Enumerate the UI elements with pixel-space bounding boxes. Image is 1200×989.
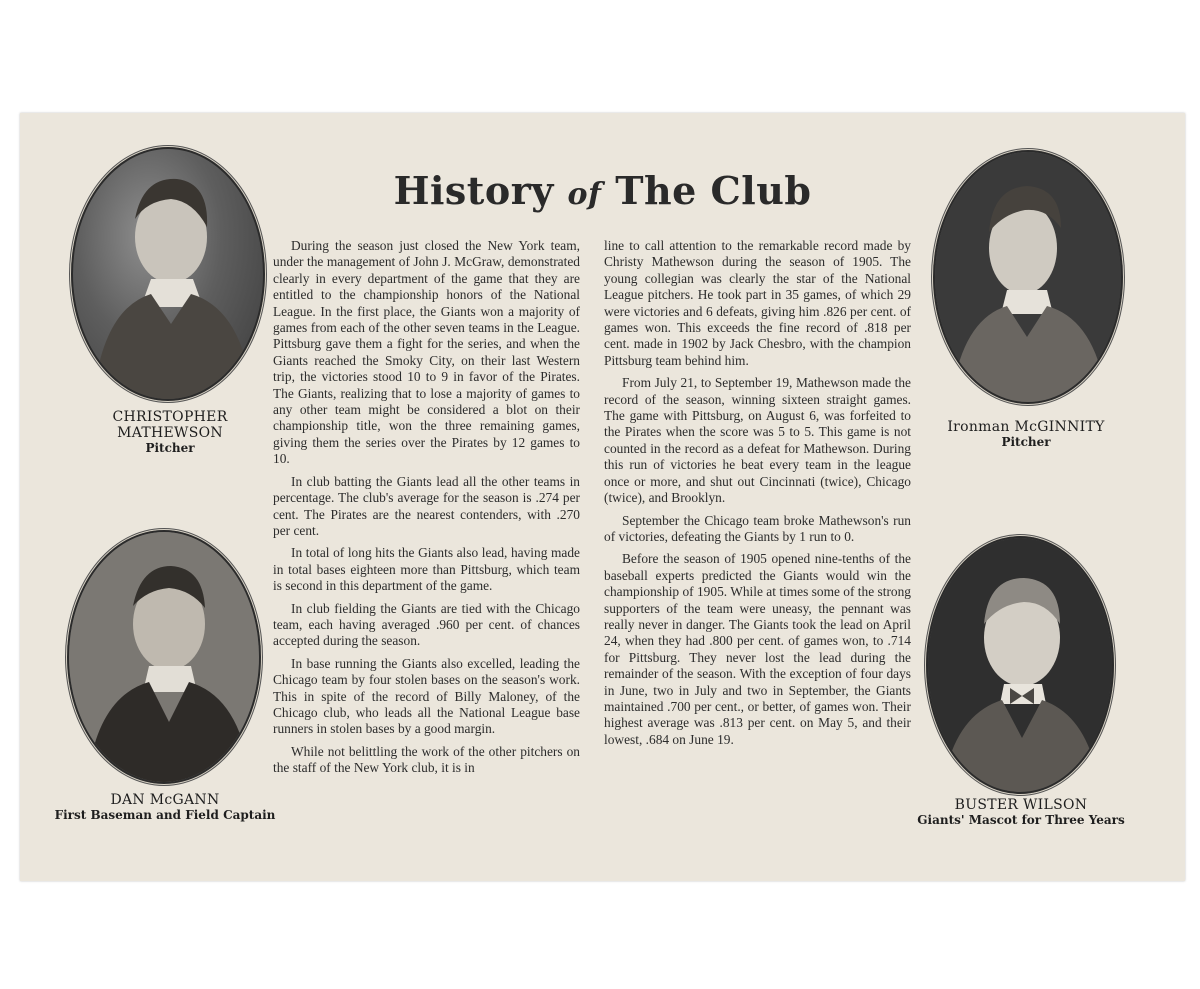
- paragraph: In base running the Giants also excelled, leading the Chicago team by four stolen bases on the season's work. This in spite of the record of Billy Maloney, of the Chicago club, who leads all the National League base runners in stolen bases by a good margin.: [273, 655, 580, 737]
- text-column-left: [273, 238, 580, 783]
- title-history: History: [393, 168, 554, 213]
- portrait-name: DAN McGANN: [110, 792, 220, 808]
- paragraph: September the Chicago team broke Mathewson's run of victories, defeating the Giants by 1 run to 0.: [604, 512, 911, 544]
- title-the-club: The Club: [615, 168, 812, 213]
- paragraph: During the season just closed the New York team, under the management of John J. McGraw, demonstrated clearly in every department of the game that they are entitled to the championship honors of the National League. In the first place, the Giants won a majority of games from each of the other seven teams in the League. Pittsburg gave them a fight for the series, and when the Giants reached the Smoky City, on their last Western trip, the victories stood 10 to 9 in favor of the Pirates. The Giants, realizing that to lose a majority of games to any other team might be considered a blot on their championship title, won the three remaining games, giving them the series over the Pirates by 12 games to 10.: [273, 238, 580, 467]
- text-column-right: [604, 238, 911, 754]
- portrait-ironman-mcginnity: [933, 150, 1123, 404]
- title-of: of: [567, 177, 602, 212]
- portrait-role: Giants' Mascot for Three Years: [917, 813, 1125, 827]
- portrait-role: Pitcher: [145, 441, 195, 455]
- portrait-role: Pitcher: [1001, 435, 1051, 449]
- paragraph: In club fielding the Giants are tied with the Chicago team, each having averaged .960 per cent. of chances accepted during the season.: [273, 600, 580, 649]
- portrait-dan-mcgann: [67, 530, 261, 784]
- caption-dan-mcgann: [50, 792, 280, 822]
- portrait-name: CHRISTOPHER MATHEWSON: [112, 409, 228, 441]
- document-page: [20, 113, 1185, 881]
- portrait-name: BUSTER WILSON: [954, 797, 1088, 813]
- caption-ironman-mcginnity: [916, 419, 1136, 449]
- portrait-buster-wilson: [926, 536, 1114, 794]
- paragraph: line to call attention to the remarkable record made by Christy Mathewson during the season of 1905. The young collegian was clearly the star of the National League pitchers. He took part in 35 games, of which 29 were victories and 6 defeats, giving him .826 per cent. of games won. This exceeds the fine record of .818 per cent. made in 1902 by Jack Chesbro, with the champion Pittsburg team behind him.: [604, 238, 911, 368]
- caption-christopher-mathewson: [60, 409, 280, 455]
- paragraph: From July 21, to September 19, Mathewson made the record of the season, winning sixteen straight games. The game with Pittsburg, on August 6, was forfeited to the Pirates when the score was 5 to 5. This game is not counted in the record as a defeat for Mathewson. During this run of victories he beat every team in the league once or more, and shut out Cincinnati (twice), Chicago (twice), and Brooklyn.: [604, 375, 911, 506]
- paragraph: In club batting the Giants lead all the other teams in percentage. The club's average for the season is .274 per cent. The Pirates are the nearest contenders, with .270 per cent.: [273, 473, 580, 538]
- portrait-name: Ironman McGINNITY: [947, 419, 1105, 435]
- caption-buster-wilson: [906, 797, 1136, 827]
- paragraph: In total of long hits the Giants also lead, having made in total bases eighteen more than Pittsburg, which team is second in this department of the game.: [273, 545, 580, 594]
- paragraph: While not belittling the work of the other pitchers on the staff of the New York club, it is in: [273, 743, 580, 776]
- portrait-christopher-mathewson: [71, 147, 265, 401]
- portrait-role: First Baseman and Field Captain: [54, 808, 276, 822]
- paragraph: Before the season of 1905 opened nine-tenths of the baseball experts predicted the Giants would win the championship of 1905. While at times some of the strong supporters of the team were uneasy, the pennant was really never in danger. The Giants took the lead on April 24, when they had .800 per cent. of games won, to .714 for Pittsburg. They never lost the lead during the remainder of the season. With the exception of four days in June, two in July and two in September, the Giants maintained .700 per cent., or better, of games won. Their highest average was .813 per cent. on May 5, and their lowest, .684 on June 19.: [604, 551, 911, 747]
